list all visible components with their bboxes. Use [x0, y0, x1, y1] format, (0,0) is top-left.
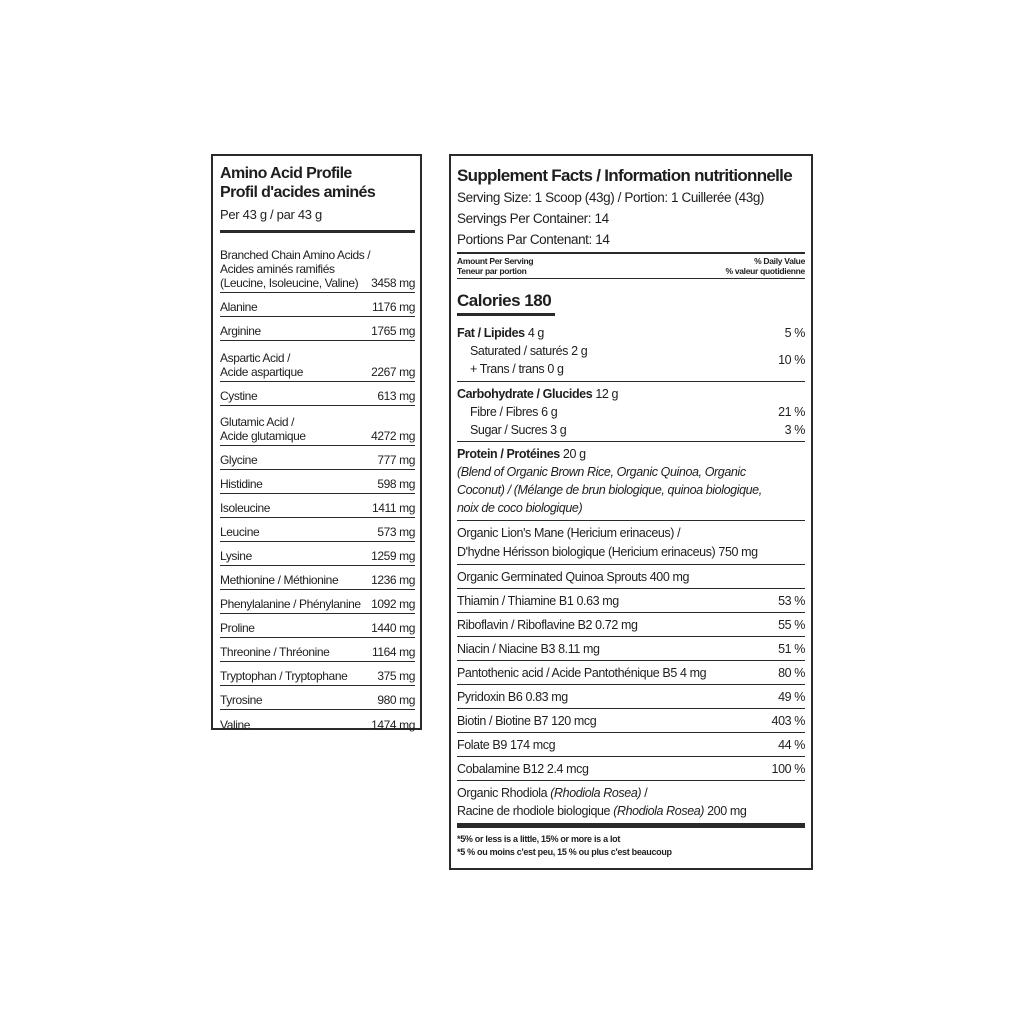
- amino-row: [220, 446, 415, 470]
- rhodiola-block: [457, 781, 805, 820]
- amino-row: [220, 317, 415, 341]
- amino-name: Phenylalanine / Phénylanine: [220, 597, 361, 611]
- vitamin-row: [457, 733, 805, 757]
- vitamin-label: Folate B9 174 mcg: [457, 737, 556, 752]
- amino-row: [220, 710, 415, 734]
- amino-value: 598 mg: [377, 477, 415, 491]
- protein-label: Protein / Protéines: [457, 447, 560, 461]
- amino-name: Cystine: [220, 389, 258, 403]
- amino-row: [220, 566, 415, 590]
- fibre-amount: 6 g: [541, 405, 558, 419]
- carb-amount: 12 g: [595, 387, 619, 401]
- sat-trans-row: [457, 342, 805, 378]
- amino-value: 1236 mg: [371, 573, 415, 587]
- footnote: [457, 833, 805, 859]
- column-header: [457, 256, 805, 276]
- amino-value: 573 mg: [377, 525, 415, 539]
- lions-mane-block: [457, 521, 805, 565]
- vitamin-row: [457, 661, 805, 685]
- rhodiola-amount: 200 mg: [704, 804, 747, 818]
- vitamin-row: [457, 685, 805, 709]
- amino-row: [220, 470, 415, 494]
- sugar-dv: 3 %: [784, 423, 805, 437]
- vitamin-dv: 53 %: [778, 593, 805, 608]
- trans-amount: 0 g: [547, 362, 564, 376]
- daily-value-en: % Daily Value: [754, 256, 805, 266]
- amino-row: [220, 542, 415, 566]
- amino-name: Valine: [220, 718, 251, 732]
- saturated-amount: 2 g: [571, 344, 588, 358]
- fat-dv: 5 %: [784, 326, 805, 340]
- fat-row: [457, 324, 805, 342]
- vitamin-label: Pyridoxin B6 0.83 mg: [457, 689, 568, 704]
- amino-name: Isoleucine: [220, 501, 271, 515]
- rhodiola-latin-fr: (Rhodiola Rosea): [613, 804, 705, 818]
- protein-block: [457, 442, 805, 521]
- amino-row: [220, 494, 415, 518]
- sat-trans-dv: 10 %: [778, 353, 805, 367]
- amino-row: [220, 638, 415, 662]
- sugar-amount: 3 g: [550, 423, 567, 437]
- fibre-label: Fibre / Fibres: [470, 405, 539, 419]
- amino-heavy-rule: [220, 230, 415, 233]
- amount-per-serving-fr: Teneur par portion: [457, 266, 527, 276]
- serving-size: Serving Size: 1 Scoop (43g) / Portion: 1 Cuillerée (43g): [457, 190, 765, 205]
- rhodiola-fr: Racine de rhodiole biologique: [457, 804, 614, 818]
- amino-row: [220, 518, 415, 542]
- vitamin-dv: 51 %: [778, 641, 805, 656]
- amino-value: 4272 mg: [371, 429, 415, 443]
- trans-label: + Trans / trans: [470, 362, 545, 376]
- amino-value: 3458 mg: [371, 276, 415, 290]
- amino-acid-profile-panel: [211, 154, 422, 730]
- lions-mane-en: Organic Lion's Mane (Hericium erinaceus) /: [457, 526, 681, 540]
- amino-value: 1440 mg: [371, 621, 415, 635]
- amount-per-serving-en: Amount Per Serving: [457, 256, 534, 266]
- vitamin-row: [457, 637, 805, 661]
- amino-name: Aspartic Acid / Acide aspartique: [220, 351, 303, 379]
- footnote-fr: *5 % ou moins c'est peu, 15 % ou plus c'est beaucoup: [457, 847, 672, 857]
- amino-name: Arginine: [220, 324, 261, 338]
- supplement-facts-panel: [449, 154, 813, 870]
- vitamin-row: [457, 613, 805, 637]
- rhodiola-slash: /: [641, 786, 648, 800]
- amino-row: [220, 341, 415, 382]
- amino-name: Histidine: [220, 477, 263, 491]
- sugar-row: [457, 421, 805, 439]
- amino-value: 980 mg: [377, 693, 415, 707]
- amino-name: Tyrosine: [220, 693, 263, 707]
- carb-block: [457, 382, 805, 442]
- vitamin-row: [457, 757, 805, 781]
- carb-label: Carbohydrate / Glucides: [457, 387, 593, 401]
- amino-value: 375 mg: [377, 669, 415, 683]
- facts-title: Supplement Facts / Information nutritionnelle: [457, 166, 792, 185]
- servings-per-container: Servings Per Container: 14: [457, 211, 609, 226]
- amino-name: Alanine: [220, 300, 258, 314]
- amino-name: Proline: [220, 621, 255, 635]
- amino-title-en: Amino Acid Profile: [220, 165, 352, 182]
- vitamin-dv: 100 %: [771, 761, 805, 776]
- amino-value: 1176 mg: [371, 300, 415, 314]
- amino-name: Threonine / Thréonine: [220, 645, 330, 659]
- amino-row: [220, 686, 415, 710]
- amino-name: Tryptophan / Tryptophane: [220, 669, 348, 683]
- protein-row: [457, 445, 805, 463]
- vitamin-row: [457, 589, 805, 613]
- vitamin-dv: 80 %: [778, 665, 805, 680]
- amino-value: 1474 mg: [371, 718, 415, 732]
- vitamin-label: Cobalamine B12 2.4 mcg: [457, 761, 589, 776]
- amino-value: 613 mg: [377, 389, 415, 403]
- amino-name: Glutamic Acid / Acide glutamique: [220, 415, 306, 443]
- amino-title-fr: Profil d'acides aminés: [220, 184, 376, 201]
- vitamin-label: Thiamin / Thiamine B1 0.63 mg: [457, 593, 619, 608]
- quinoa-sprouts-label: Organic Germinated Quinoa Sprouts 400 mg: [457, 569, 690, 584]
- lions-mane-fr: D'hydne Hérisson biologique (Hericium erinaceus) 750 mg: [457, 545, 758, 559]
- amino-row: [220, 293, 415, 317]
- footnote-en: *5% or less is a little, 15% or more is a lot: [457, 834, 621, 844]
- calories: Calories 180: [457, 291, 552, 310]
- amino-value: 777 mg: [377, 453, 415, 467]
- amino-row: [220, 406, 415, 446]
- amino-row: [220, 614, 415, 638]
- vitamin-label: Niacin / Niacine B3 8.11 mg: [457, 641, 600, 656]
- vitamin-row: [457, 709, 805, 733]
- amino-row: [220, 237, 415, 293]
- amino-name: Glycine: [220, 453, 258, 467]
- vitamin-label: Pantothenic acid / Acide Pantothénique B5 4 mg: [457, 665, 707, 680]
- saturated-label: Saturated / saturés: [470, 344, 569, 358]
- carb-row: [457, 385, 805, 403]
- vitamin-label: Biotin / Biotine B7 120 mcg: [457, 713, 597, 728]
- amino-rows: [220, 237, 415, 734]
- amino-row: [220, 590, 415, 614]
- amino-value: 1765 mg: [371, 324, 415, 338]
- vitamin-dv: 403 %: [771, 713, 805, 728]
- amino-value: 1092 mg: [371, 597, 415, 611]
- amino-row: [220, 662, 415, 686]
- amino-name: Branched Chain Amino Acids / Acides aminés ramifiés (Leucine, Isoleucine, Valine): [220, 248, 371, 290]
- amino-name: Leucine: [220, 525, 260, 539]
- fibre-dv: 21 %: [778, 405, 805, 419]
- vitamin-label: Riboflavin / Riboflavine B2 0.72 mg: [457, 617, 638, 632]
- vitamin-dv: 44 %: [778, 737, 805, 752]
- footer-heavy-rule: [457, 823, 805, 828]
- amino-name: Lysine: [220, 549, 252, 563]
- fat-amount: 4 g: [527, 326, 544, 340]
- protein-blend: (Blend of Organic Brown Rice, Organic Quinoa, Organic Coconut) / (Mélange de brun biologique, quinoa biologique, noix de coco biologique): [457, 465, 762, 515]
- vitamin-dv: 49 %: [778, 689, 805, 704]
- amino-value: 1259 mg: [371, 549, 415, 563]
- fat-block: [457, 316, 805, 382]
- amino-row: [220, 382, 415, 406]
- fibre-row: [457, 403, 805, 421]
- amino-value: 2267 mg: [371, 365, 415, 379]
- vitamin-dv: 55 %: [778, 617, 805, 632]
- fat-label: Fat / Lipides: [457, 326, 525, 340]
- daily-value-fr: % valeur quotidienne: [725, 266, 805, 276]
- amino-per-serving: Per 43 g / par 43 g: [220, 207, 322, 222]
- protein-amount: 20 g: [562, 447, 586, 461]
- quinoa-sprouts-row: [457, 565, 805, 589]
- portions-per-container: Portions Par Contenant: 14: [457, 232, 610, 247]
- amino-name: Methionine / Méthionine: [220, 573, 339, 587]
- rhodiola-en: Organic Rhodiola: [457, 786, 551, 800]
- amino-value: 1164 mg: [371, 645, 415, 659]
- rhodiola-latin-en: (Rhodiola Rosea): [550, 786, 642, 800]
- sugar-label: Sugar / Sucres: [470, 423, 548, 437]
- header-rule: [457, 252, 805, 254]
- amino-value: 1411 mg: [371, 501, 415, 515]
